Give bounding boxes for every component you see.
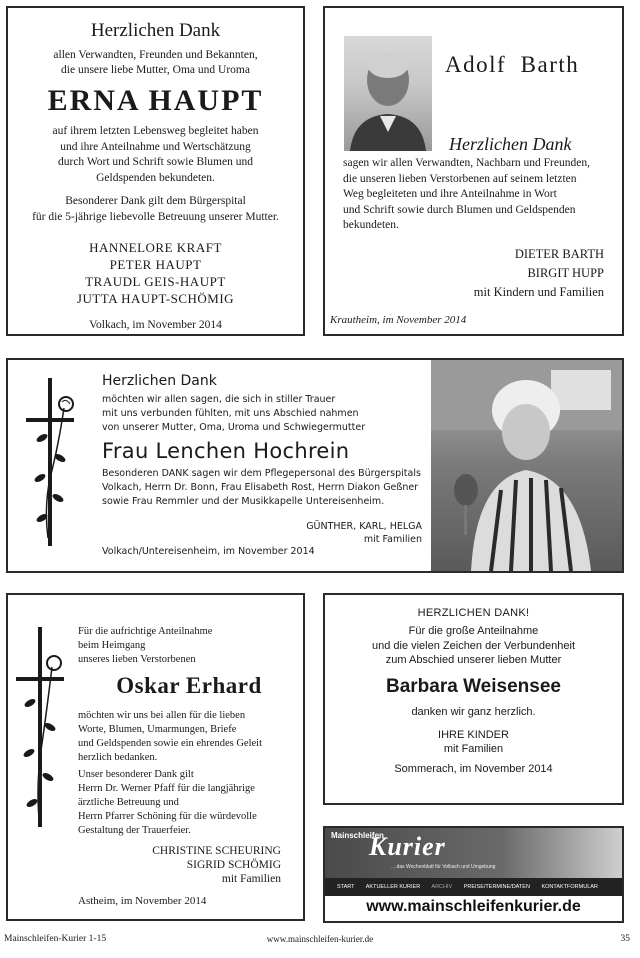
ad4-place-date: Astheim, im November 2014 — [78, 895, 207, 907]
ad2-signer: DIETER BARTH — [514, 247, 604, 261]
ad5-signer: mit Familien — [443, 743, 504, 755]
banner-slogan: ... das Wochenblatt für Volkach und Umgebung — [391, 864, 496, 870]
portrait-silhouette-icon — [344, 36, 432, 151]
ad1-special-line: Besonderer Dank gilt dem Bürgerspital — [65, 195, 246, 207]
ad-barbara-weisensee — [323, 593, 624, 805]
portrait-photo-adolf-barth — [344, 36, 432, 151]
banner-nav — [325, 878, 622, 896]
ad4-deceased-name: Oskar Erhard — [116, 673, 262, 698]
ad2-signer: mit Kindern und Familien — [473, 285, 604, 299]
ad5-deceased-name: Barbara Weisensee — [386, 675, 561, 697]
ad2-body-line: Weg begleiteten und ihre Anteilnahme in Wort — [343, 188, 557, 200]
ad1-place-date: Volkach, im November 2014 — [89, 319, 222, 331]
ad1-deceased-name: ERNA HAUPT — [47, 84, 264, 117]
ad1-intro-line: allen Verwandten, Freunden und Bekannten, — [53, 49, 258, 61]
ad4-special-line: ärztliche Betreuung und — [78, 797, 179, 808]
portrait-photo-lenchen-hochrein — [431, 360, 622, 571]
ad4-body-line: herzlich bedanken. — [78, 752, 158, 763]
banner-logo: Kurier — [369, 832, 446, 861]
ad4-body-line: möchten wir uns bei allen für die lieben — [78, 710, 246, 721]
ad3-place-date: Volkach/Untereisenheim, im November 2014 — [102, 546, 315, 557]
portrait-silhouette-icon — [431, 360, 622, 571]
banner-nav-item[interactable]: KONTAKTFORMULAR — [541, 884, 598, 890]
ad2-body-line: und Schrift sowie durch Blumen und Geldspenden — [343, 203, 576, 216]
ad3-intro-line: möchten wir allen sagen, die sich in stiller Trauer — [102, 394, 336, 405]
kurier-website-banner[interactable] — [323, 826, 624, 923]
cross-with-rose-icon — [14, 627, 70, 827]
ad1-body-line: durch Wort und Schrift sowie Blumen und — [58, 156, 253, 168]
ad4-signer: mit Familien — [221, 873, 281, 885]
ad4-intro-line: Für die aufrichtige Anteilnahme — [78, 626, 213, 637]
footer-url: www.mainschleifen-kurier.de — [266, 934, 374, 944]
ad2-body-line: bekundeten. — [343, 219, 399, 231]
ad3-body-line: Besonderen DANK sagen wir dem Pflegepersonal des Bürgerspitals — [102, 468, 421, 479]
ad2-body-line: sagen wir allen Verwandten, Nachbarn und Freunden, — [343, 157, 590, 169]
cross-with-rose-icon — [22, 378, 82, 548]
ad5-intro-line: und die vielen Zeichen der Verbundenheit — [371, 639, 576, 652]
ad1-signer: TRAUDL GEIS-HAUPT — [85, 274, 226, 289]
ad4-body-line: und Geldspenden sowie ein ehrendes Geleit — [78, 738, 262, 749]
ad3-intro-line: mit uns verbunden fühlten, mit uns Abschied nahmen — [102, 408, 359, 419]
ad1-signer: JUTTA HAUPT-SCHÖMIG — [76, 291, 235, 306]
ad3-signer: mit Familien — [363, 534, 422, 545]
ad1-heading: Herzlichen Dank — [90, 20, 221, 41]
ad1-intro-line: die unsere liebe Mutter, Oma und Uroma — [61, 64, 250, 76]
banner-nav-item[interactable]: PREISE/TERMINE/DATEN — [463, 884, 530, 890]
banner-nav-item[interactable]: AKTUELLER KURIER — [365, 884, 421, 890]
ad4-signer: CHRISTINE SCHEURING — [152, 845, 281, 857]
banner-brand: Mainschleifen — [331, 831, 384, 840]
footer-page-number: 35 — [620, 934, 630, 944]
ad5-thanks: danken wir ganz herzlich. — [411, 705, 536, 718]
ad3-signer: GÜNTHER, KARL, HELGA — [306, 521, 422, 532]
ad3-intro-line: von unserer Mutter, Oma, Uroma und Schwiegermutter — [102, 422, 366, 433]
ad1-signer: PETER HAUPT — [109, 257, 202, 272]
ad1-body-line: Geldspenden bekundeten. — [96, 171, 215, 184]
ad-erna-haupt — [6, 6, 305, 336]
ad2-deceased-name: Adolf Barth — [445, 52, 580, 77]
ad4-special-line: Gestaltung der Trauerfeier. — [78, 825, 191, 836]
ad4-body-line: Worte, Blumen, Umarmungen, Briefe — [78, 724, 237, 735]
ad2-signer: BIRGIT HUPP — [527, 266, 604, 280]
ad3-body-line: sowie Frau Remmler und der Musikkapelle Untereisenheim. — [102, 496, 385, 507]
ad1-body-line: und ihre Anteilnahme und Wertschätzung — [60, 140, 251, 153]
ad3-deceased-name: Frau Lenchen Hochrein — [102, 439, 350, 463]
ad5-signer: IHRE KINDER — [438, 728, 509, 741]
banner-nav-item[interactable]: START — [337, 884, 355, 890]
ad4-special-line: Herrn Dr. Werner Pfaff für die langjährige — [78, 783, 255, 794]
ad4-intro-line: beim Heimgang — [78, 640, 146, 651]
banner-url[interactable]: www.mainschleifenkurier.de — [366, 898, 581, 915]
ad5-heading: HERZLICHEN DANK! — [417, 607, 530, 619]
ad-lenchen-hochrein — [6, 358, 624, 573]
ad3-heading: Herzlichen Dank — [102, 373, 217, 389]
ad4-intro-line: unseres lieben Verstorbenen — [78, 654, 196, 665]
ad-adolf-barth — [323, 6, 624, 336]
ad1-signer: HANNELORE KRAFT — [89, 240, 222, 255]
ad4-special-line: Herrn Pfarrer Schöning für die würdevolle — [78, 811, 257, 822]
ad2-place-date: Krautheim, im November 2014 — [330, 314, 467, 326]
ad5-place-date: Sommerach, im November 2014 — [394, 762, 553, 775]
banner-nav-item[interactable]: ARCHIV — [431, 884, 453, 890]
footer-publication: Mainschleifen-Kurier 1-15 — [4, 934, 107, 944]
ad1-special-line: für die 5-jährige liebevolle Betreuung unserer Mutter. — [32, 210, 279, 223]
banner-header — [325, 828, 622, 878]
ad5-intro-line: zum Abschied unserer lieben Mutter — [385, 654, 562, 666]
ad-oskar-erhard — [6, 593, 305, 921]
ad2-body-line: die unseren lieben Verstorbenen auf seinem letzten — [343, 172, 577, 185]
ad1-body-line: auf ihrem letzten Lebensweg begleitet haben — [52, 125, 259, 137]
ad2-heading: Herzlichen Dank — [449, 134, 572, 154]
ad5-intro-line: Für die große Anteilnahme — [408, 625, 539, 637]
ad4-signer: SIGRID SCHÖMIG — [186, 859, 281, 871]
ad4-special-line: Unser besonderer Dank gilt — [78, 769, 194, 780]
ad3-body-line: Volkach, Herrn Dr. Bonn, Frau Elisabeth Rost, Herrn Diakon Geßner — [102, 482, 419, 493]
